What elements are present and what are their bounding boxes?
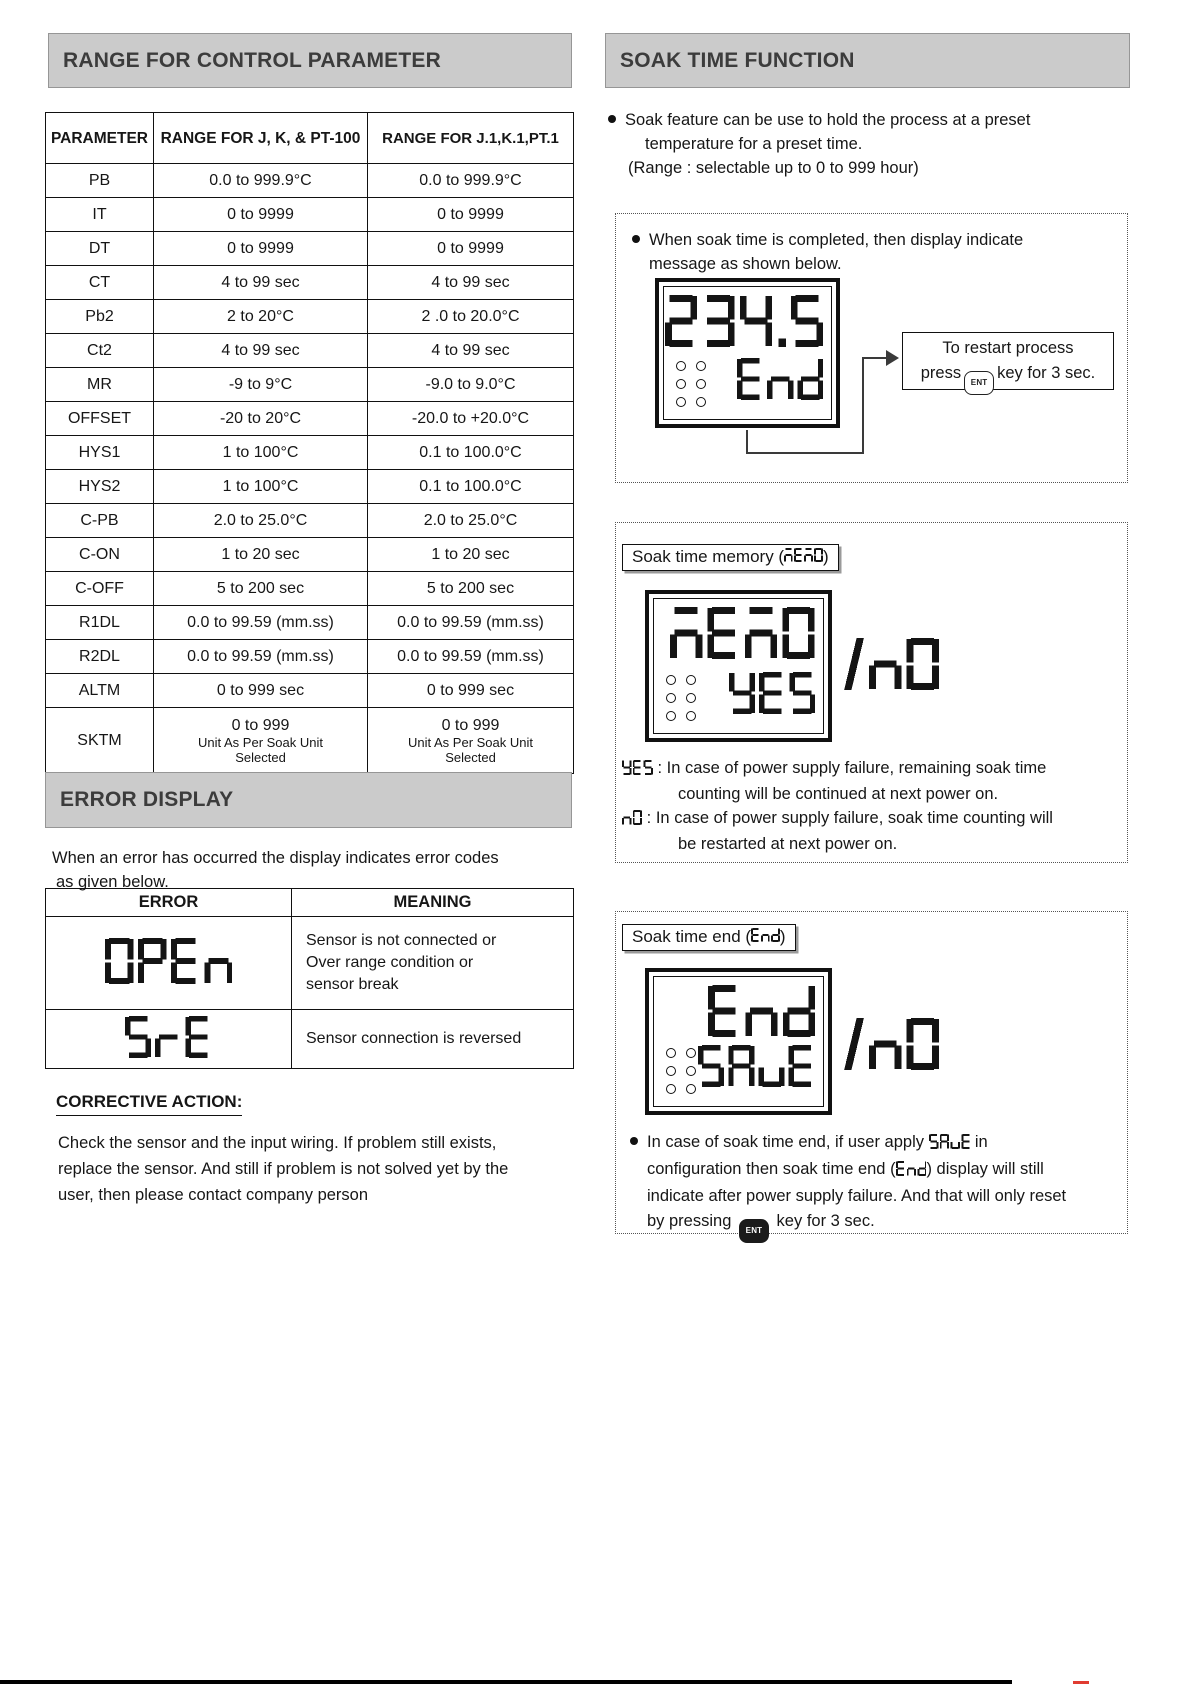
corrective-action-title-wrap <box>56 1092 242 1116</box>
soak-intro: Soak feature can be use to hold the process at a preset temperature for a preset time. (Range : selectable up to 0 to 999 hour) <box>608 108 1030 180</box>
soak-end-label: Soak time end ( ) <box>622 924 796 951</box>
ent-key-icon: ENT <box>964 371 994 395</box>
sktm-param: SKTM <box>46 708 154 774</box>
sktm-range-1: 0 to 999 Unit As Per Soak Unit Selected <box>154 708 368 774</box>
parameter-range-table-wrap <box>45 112 574 774</box>
soak-end-explanation: In case of soak time end, if user apply in configuration then soak time end ( ) display will still indicate after power supply failure. And that will only reset by pressing ENT key for 3 sec. <box>630 1130 1066 1243</box>
memory-yes-no-explanation: : In case of power supply failure, remaining soak time counting will be continued at next power on. : In case of power supply failure, soak time counting will be restarted at next power on. <box>622 756 1053 856</box>
no-7seg <box>622 808 642 832</box>
arrow-right-icon <box>886 350 899 366</box>
table-row: ALTM 0 to 999 sec 0 to 999 sec <box>46 674 574 708</box>
memo-7seg <box>784 547 823 567</box>
yes-7seg <box>622 758 653 782</box>
parameter-range-table <box>45 112 574 774</box>
display-top-readout <box>708 985 815 1042</box>
led-icon <box>666 711 676 721</box>
table-row: Ct2 4 to 99 sec 4 to 99 sec <box>46 334 574 368</box>
slash-no-7seg <box>841 1018 939 1075</box>
section-title: ERROR DISPLAY <box>60 788 234 811</box>
end-7seg <box>896 1159 927 1184</box>
error-table <box>45 888 574 1069</box>
connector-line <box>746 452 864 454</box>
led-icon <box>686 711 696 721</box>
table-row: Pb2 2 to 20°C 2 .0 to 20.0°C <box>46 300 574 334</box>
restart-note-box: To restart process pressENTkey for 3 sec. <box>902 332 1114 390</box>
display-inner-bezel <box>663 286 832 420</box>
led-icon <box>676 379 686 389</box>
section-title: RANGE FOR CONTROL PARAMETER <box>63 48 441 72</box>
display-top-readout <box>670 607 815 664</box>
led-icon <box>666 693 676 703</box>
bullet-icon <box>632 235 640 243</box>
table-row: CT 4 to 99 sec 4 to 99 sec <box>46 266 574 300</box>
soak-memory-label: Soak time memory ( ) <box>622 544 839 571</box>
table-row: C-OFF 5 to 200 sec 5 to 200 sec <box>46 572 574 606</box>
seven-segment-display-memo-yes <box>645 590 832 742</box>
led-icon <box>686 675 696 685</box>
section-header-error-display <box>45 772 572 828</box>
error-code-sre-7seg <box>46 1010 292 1069</box>
table-row-open-error <box>46 917 574 1010</box>
led-icon <box>666 1066 676 1076</box>
footer-print-mark <box>1073 1681 1089 1684</box>
display-inner-bezel <box>653 976 824 1107</box>
led-icon <box>666 1084 676 1094</box>
col-header-error: ERROR <box>46 889 292 917</box>
error-intro: When an error has occurred the display indicates error codes as given below. <box>52 849 499 891</box>
error-meaning-open: Sensor is not connected or Over range condition or sensor break <box>292 917 574 1010</box>
connector-line <box>862 358 864 454</box>
led-indicators <box>666 1048 696 1094</box>
slash-no-7seg <box>841 638 939 695</box>
table-row: C-ON 1 to 20 sec 1 to 20 sec <box>46 538 574 572</box>
table-row: C-PB 2.0 to 25.0°C 2.0 to 25.0°C <box>46 504 574 538</box>
led-indicators <box>666 675 696 721</box>
section-header-soak-time-function <box>605 33 1130 88</box>
table-row-sktm <box>46 708 574 774</box>
led-icon <box>696 397 706 407</box>
led-icon <box>686 1066 696 1076</box>
col-header-range-j1k1: RANGE FOR J.1,K.1,PT.1 <box>368 113 574 164</box>
table-row: PB 0.0 to 999.9°C 0.0 to 999.9°C <box>46 164 574 198</box>
seven-segment-display-process-end <box>655 278 840 428</box>
sktm-range-2: 0 to 999 Unit As Per Soak Unit Selected <box>368 708 574 774</box>
table-row-sre-error <box>46 1010 574 1069</box>
display-top-readout <box>665 295 823 352</box>
table-row: OFFSET -20 to 20°C -20.0 to +20.0°C <box>46 402 574 436</box>
table-row: R1DL 0.0 to 99.59 (mm.ss) 0.0 to 99.59 (mm.ss) <box>46 606 574 640</box>
error-meaning-sre: Sensor connection is reversed <box>292 1010 574 1069</box>
col-header-meaning: MEANING <box>292 889 574 917</box>
section-title: SOAK TIME FUNCTION <box>620 48 855 72</box>
corrective-action-title: CORRECTIVE ACTION: <box>56 1092 242 1116</box>
bullet-icon <box>630 1137 638 1145</box>
error-table-wrap <box>45 888 574 1069</box>
led-icon <box>686 693 696 703</box>
bullet-icon <box>608 115 616 123</box>
table-row: HYS1 1 to 100°C 0.1 to 100.0°C <box>46 436 574 470</box>
table-header-row <box>46 113 574 164</box>
corrective-action-text: Check the sensor and the input wiring. If problem still exists, replace the sensor. And still if problem is not solved yet by the user, then please contact company person <box>58 1134 509 1204</box>
section-header-range-for-control-parameter <box>48 33 572 88</box>
soak-complete-text: When soak time is completed, then display indicate message as shown below. <box>632 228 1023 276</box>
table-row: IT 0 to 9999 0 to 9999 <box>46 198 574 232</box>
connector-line <box>862 357 888 359</box>
col-header-parameter: PARAMETER <box>46 113 154 164</box>
led-icon <box>676 397 686 407</box>
save-7seg <box>929 1132 971 1157</box>
parameter-rows <box>46 164 574 708</box>
table-row: R2DL 0.0 to 99.59 (mm.ss) 0.0 to 99.59 (mm.ss) <box>46 640 574 674</box>
led-icon <box>686 1084 696 1094</box>
led-icon <box>666 1048 676 1058</box>
col-header-range-jk: RANGE FOR J, K, & PT-100 <box>154 113 368 164</box>
table-row: DT 0 to 9999 0 to 9999 <box>46 232 574 266</box>
table-row: HYS2 1 to 100°C 0.1 to 100.0°C <box>46 470 574 504</box>
display-inner-bezel <box>653 598 824 734</box>
error-code-open-7seg <box>46 917 292 1010</box>
display-bottom-readout <box>729 672 816 719</box>
table-row: MR -9 to 9°C -9.0 to 9.0°C <box>46 368 574 402</box>
seven-segment-display-end-save <box>645 968 832 1115</box>
footer-rule <box>0 1680 1012 1684</box>
led-icon <box>676 361 686 371</box>
table-header-row <box>46 889 574 917</box>
led-indicators <box>676 361 706 407</box>
led-icon <box>686 1048 696 1058</box>
ent-key-dark-icon: ENT <box>739 1219 769 1243</box>
led-icon <box>696 379 706 389</box>
connector-line <box>746 430 748 454</box>
display-bottom-readout <box>698 1045 815 1092</box>
led-icon <box>666 675 676 685</box>
display-bottom-readout <box>737 358 824 405</box>
led-icon <box>696 361 706 371</box>
end-7seg <box>751 927 780 947</box>
